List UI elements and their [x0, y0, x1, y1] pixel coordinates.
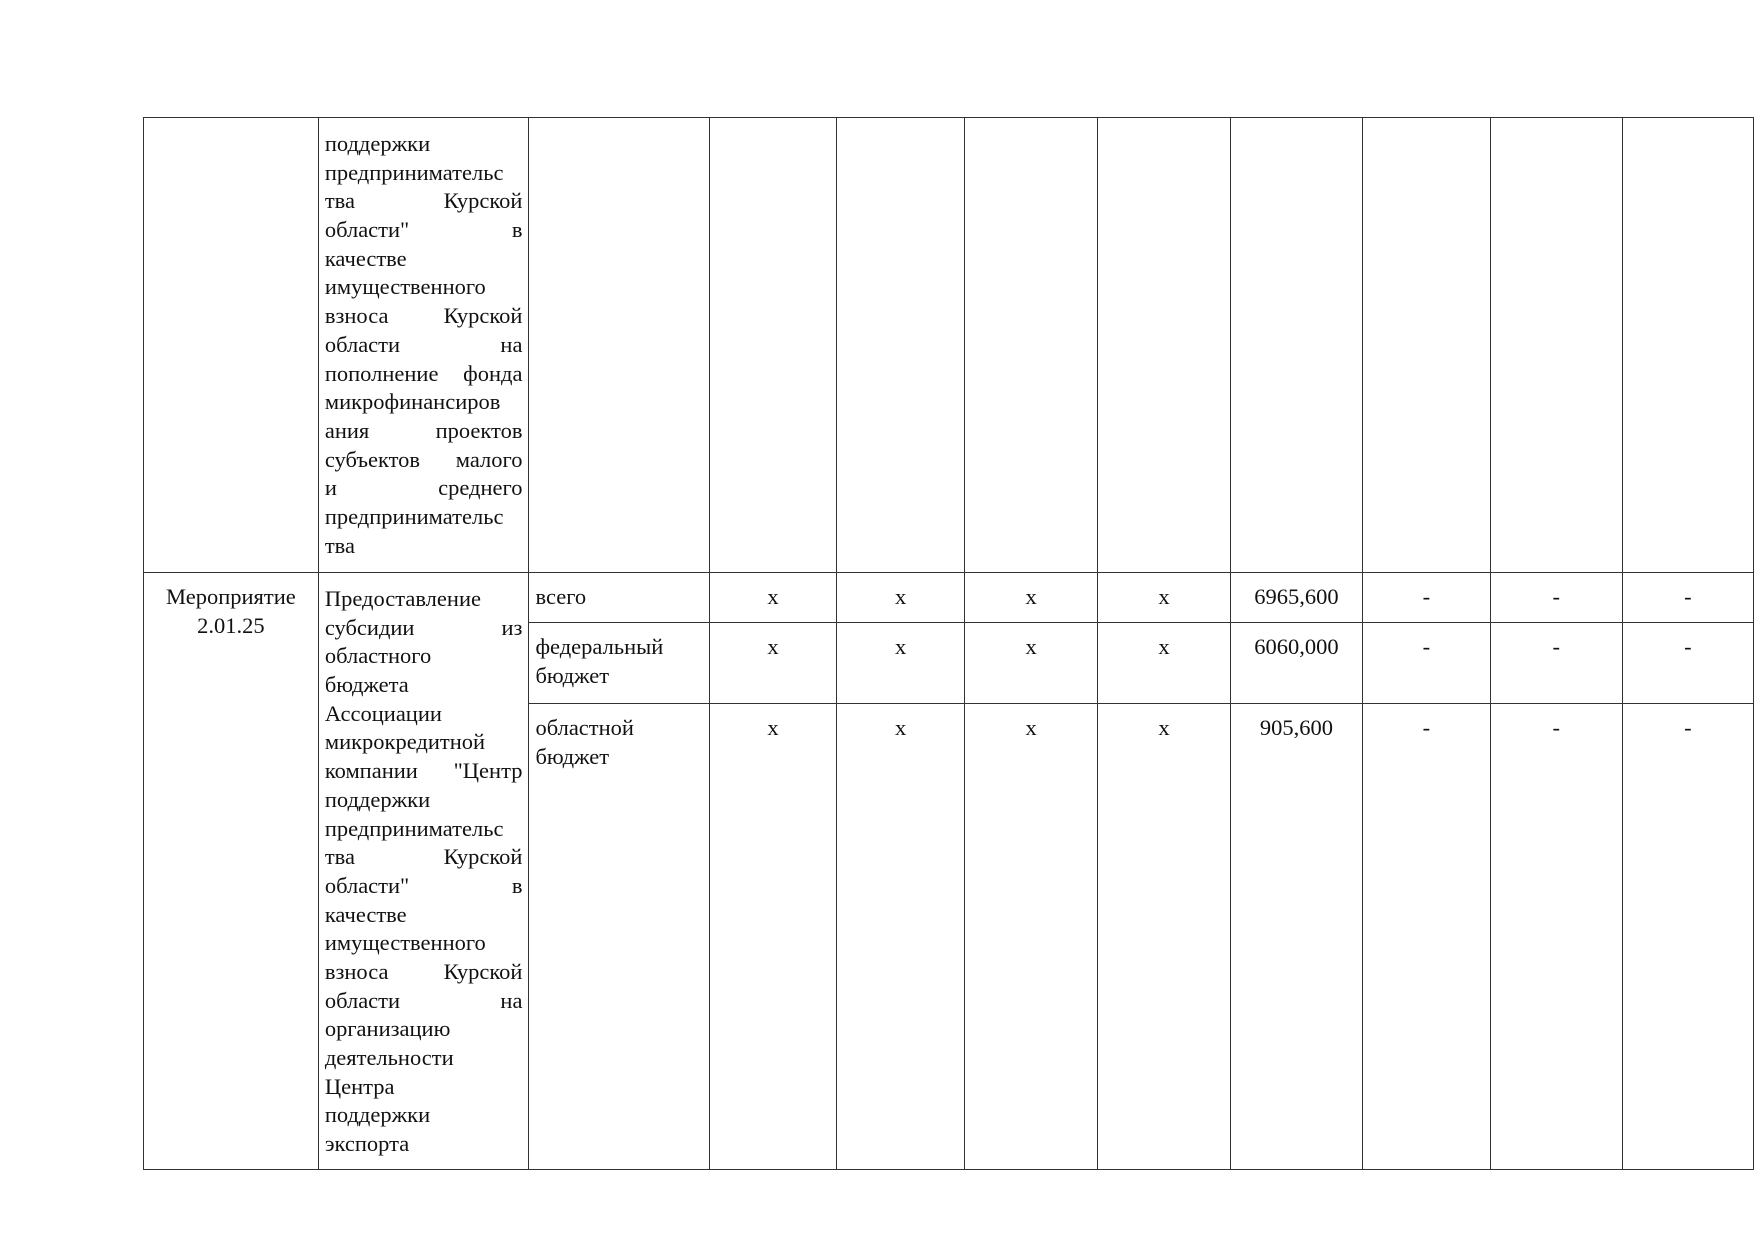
source-label-cell	[529, 704, 709, 1170]
value-cell	[1230, 118, 1363, 573]
value-cell: х	[837, 704, 965, 1170]
description-line: поддержки	[324, 786, 431, 812]
description-line: предпринимательс	[324, 503, 504, 529]
value-cell: -	[1363, 573, 1490, 623]
value-cell: х	[1098, 623, 1230, 704]
description-line: субсидии из	[324, 614, 523, 640]
description-line: поддержки	[324, 131, 431, 156]
value-cell: -	[1490, 623, 1622, 704]
value-cell: х	[709, 704, 837, 1170]
value-cell	[964, 118, 1097, 573]
description-line: компании "Центр	[324, 758, 523, 784]
source-cell	[529, 118, 709, 573]
amount-cell: 905,600	[1230, 704, 1363, 1170]
measure-code-cell	[144, 573, 319, 1170]
description-line: Предоставление	[324, 586, 481, 611]
description-line: Центра	[324, 1073, 395, 1099]
value-cell: -	[1490, 573, 1622, 623]
value-cell: -	[1490, 704, 1622, 1170]
description-line: и среднего	[324, 475, 523, 501]
budget-table	[143, 117, 1754, 1170]
description-line: деятельности	[324, 1045, 454, 1070]
description-line: микрофинансиров	[324, 389, 501, 415]
description-line: поддержки	[324, 1102, 431, 1128]
description-line: области на	[324, 331, 523, 357]
value-cell: х	[837, 573, 965, 623]
value-cell: х	[964, 573, 1097, 623]
measure-description-cell	[318, 573, 529, 1170]
source-label: областной	[535, 715, 634, 740]
value-cell: -	[1363, 623, 1490, 704]
value-cell: -	[1622, 623, 1753, 704]
amount-cell: 6965,600	[1230, 573, 1363, 623]
value-cell	[1490, 118, 1622, 573]
description-line: организацию	[324, 1016, 451, 1042]
description-line: взноса Курской	[324, 958, 523, 984]
description-cell	[318, 118, 529, 573]
value-cell: х	[964, 623, 1097, 704]
description-line: ания проектов	[324, 417, 523, 443]
code-cell	[144, 118, 319, 573]
source-label: всего	[535, 584, 587, 609]
value-cell: х	[1098, 704, 1230, 1170]
value-cell: -	[1622, 573, 1753, 623]
table-row-total	[144, 573, 1754, 623]
value-cell: -	[1622, 704, 1753, 1170]
value-cell	[1622, 118, 1753, 573]
description-line: тва	[324, 532, 355, 558]
value-cell: х	[709, 573, 837, 623]
description-line: предпринимательс	[324, 815, 504, 841]
description-line: тва Курской	[324, 188, 523, 214]
description-line: экспорта	[324, 1131, 410, 1157]
value-cell	[1363, 118, 1490, 573]
amount-cell: 6060,000	[1230, 623, 1363, 704]
table-row-continuation	[144, 118, 1754, 573]
description-line: имущественного	[324, 930, 486, 956]
description-line: микрокредитной	[324, 729, 486, 755]
value-cell: х	[837, 623, 965, 704]
value-cell	[1098, 118, 1230, 573]
source-label-cell	[529, 623, 709, 704]
description-line: бюджета	[324, 672, 409, 698]
description-line: областного	[324, 643, 432, 669]
description-line: области на	[324, 987, 523, 1013]
measure-code-label: Мероприятие	[166, 584, 296, 609]
description-line: предпринимательс	[324, 159, 504, 185]
source-label-cell	[529, 573, 709, 623]
description-line: области" в	[324, 217, 523, 243]
description-line: субъектов малого	[324, 446, 523, 472]
description-line: тва Курской	[324, 844, 523, 870]
source-label: бюджет	[535, 662, 610, 688]
description-line: качестве	[324, 901, 407, 927]
description-line: качестве	[324, 245, 407, 271]
description-line: Ассоциации	[324, 700, 442, 726]
value-cell: х	[1098, 573, 1230, 623]
value-cell: -	[1363, 704, 1490, 1170]
source-label: федеральный	[535, 634, 664, 659]
value-cell	[709, 118, 837, 573]
value-cell: х	[964, 704, 1097, 1170]
measure-code-number: 2.01.25	[197, 612, 265, 638]
description-line: взноса Курской	[324, 303, 523, 329]
description-line: области" в	[324, 872, 523, 898]
value-cell	[837, 118, 965, 573]
source-label: бюджет	[535, 743, 610, 769]
value-cell: х	[709, 623, 837, 704]
description-line: имущественного	[324, 274, 486, 300]
description-line: пополнение фонда	[324, 360, 523, 386]
